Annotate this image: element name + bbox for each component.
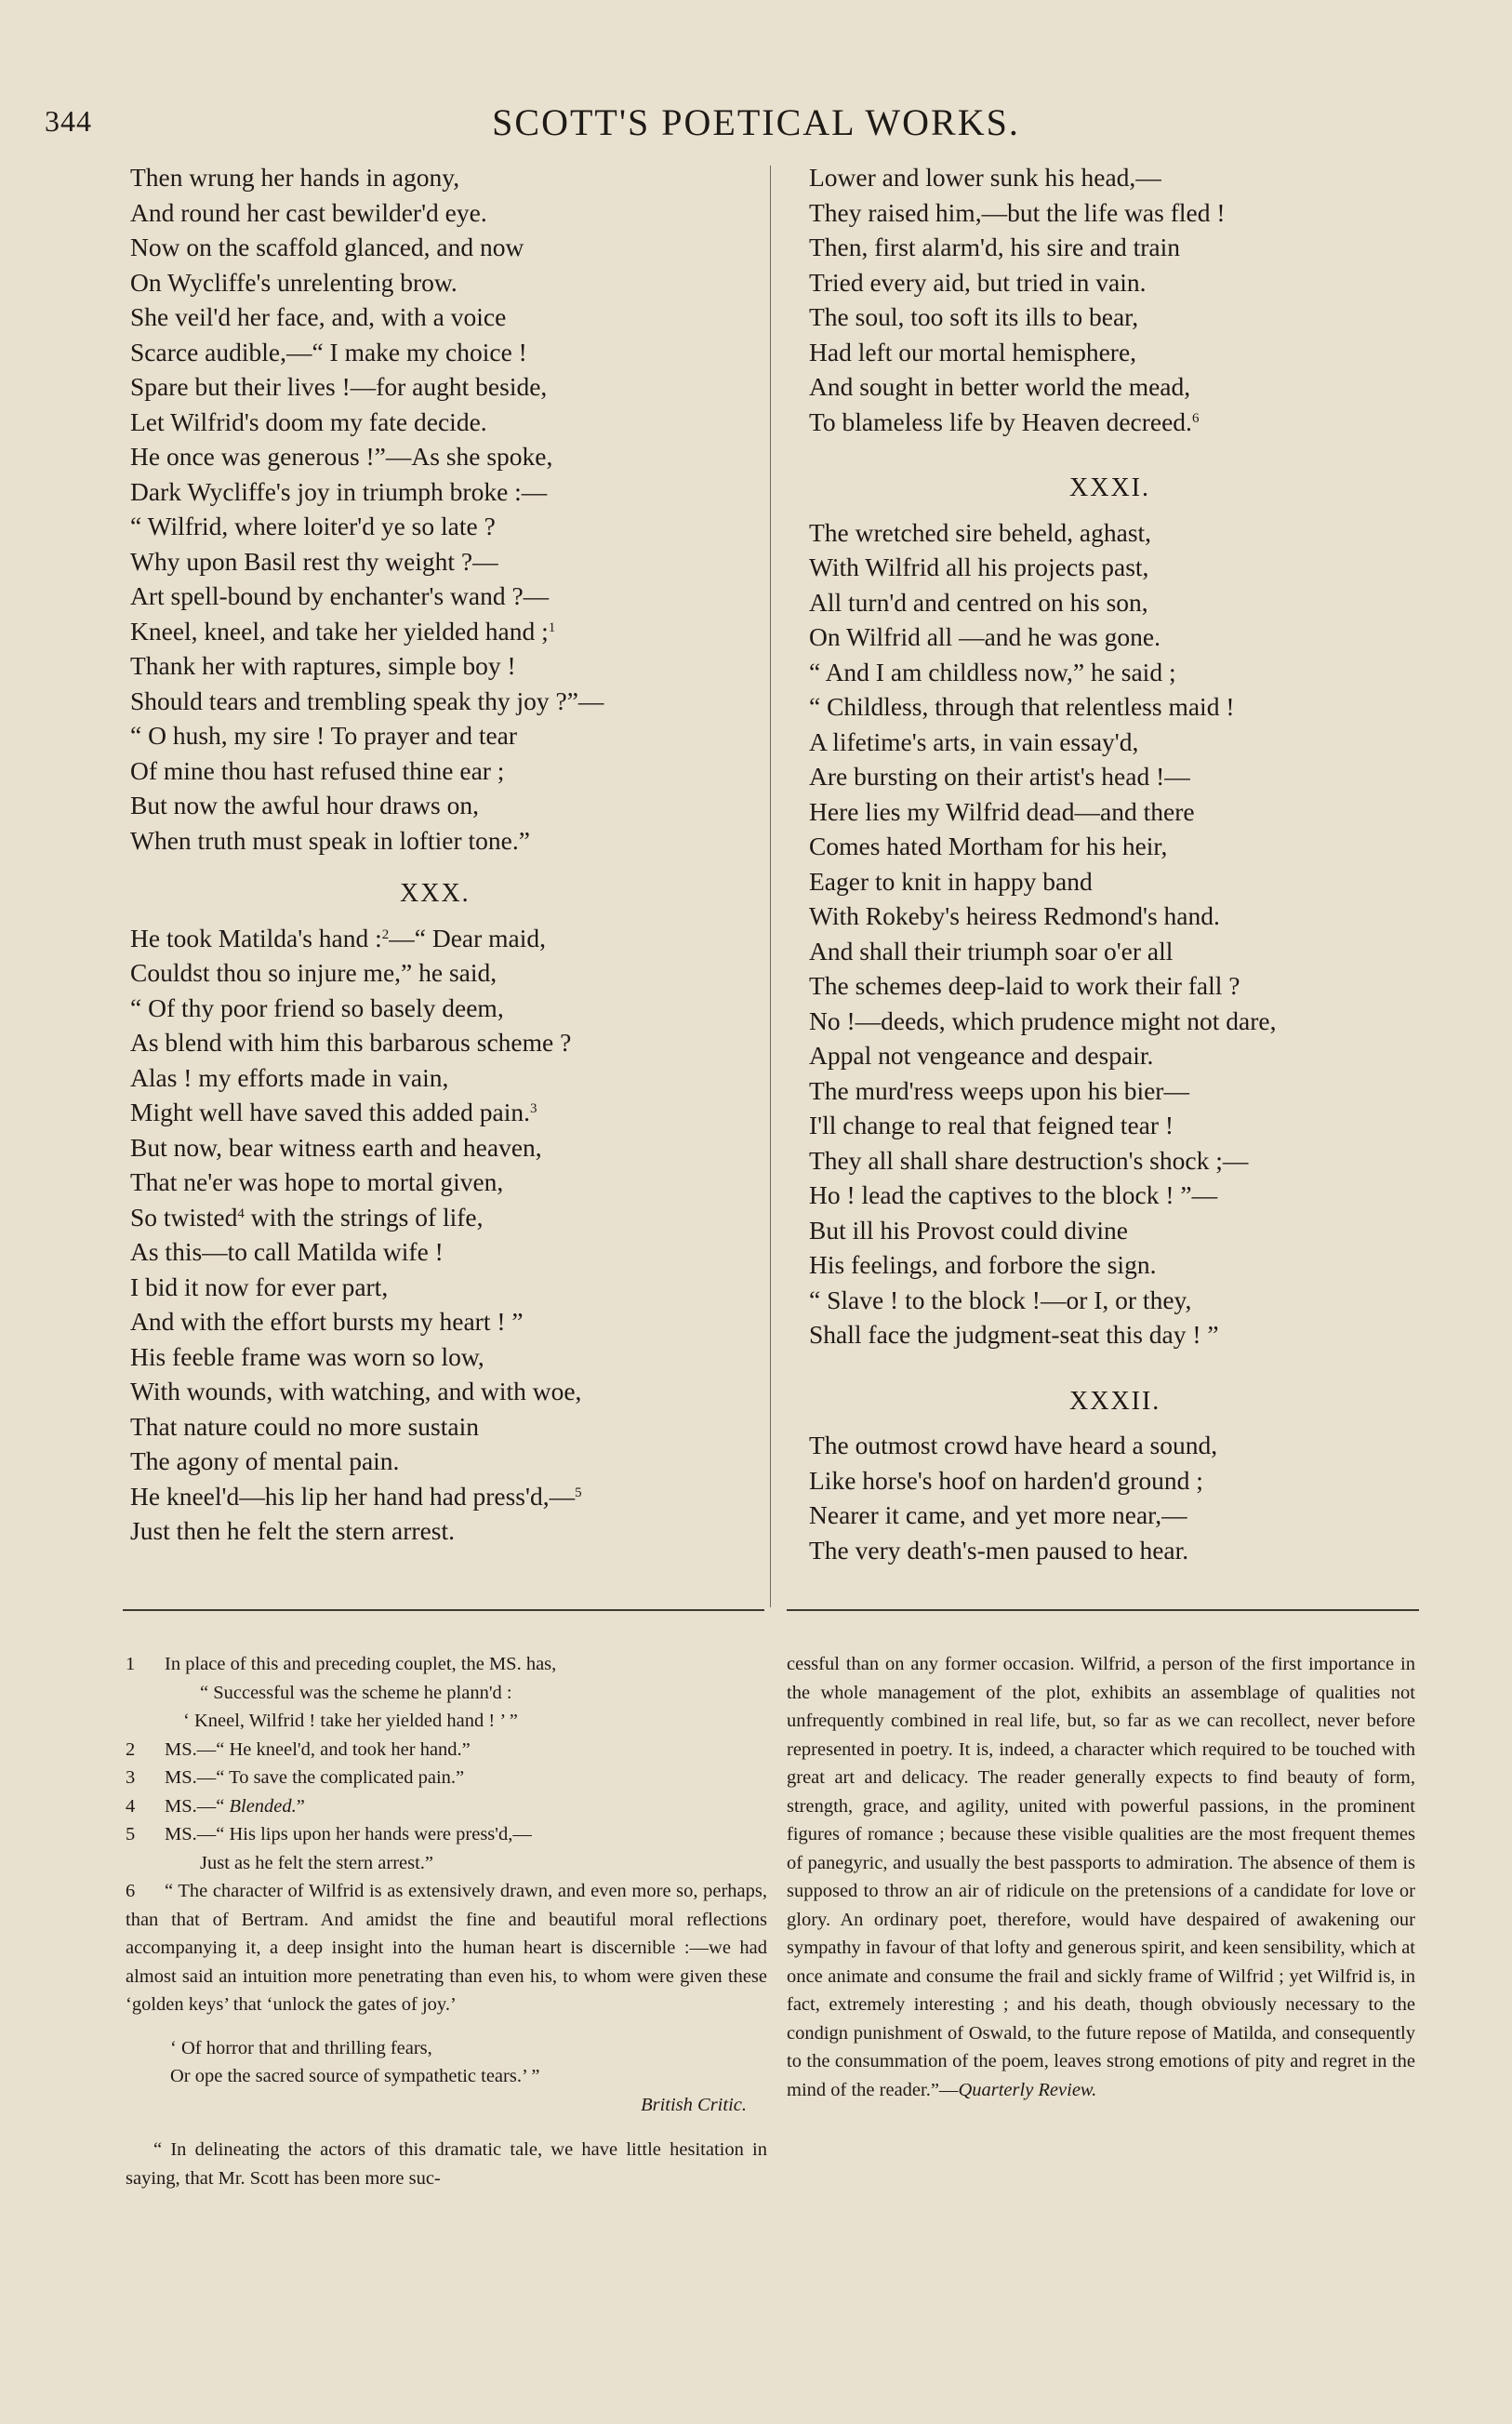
poem-line: But now the awful hour draws on,	[130, 791, 480, 819]
page-number: 344	[45, 104, 92, 138]
poem-line: Let Wilfrid's doom my fate decide.	[130, 406, 487, 436]
poem-line: Here lies my Wilfrid dead—and there	[809, 796, 1195, 826]
footnotes-left	[126, 1650, 767, 2192]
poem-line-text: Kneel, kneel, and take her yielded hand ;	[130, 616, 549, 646]
poem-line: His feelings, and forbore the sign.	[809, 1250, 1157, 1279]
poem-line: Comes hated Mortham for his heir,	[809, 832, 1168, 860]
footnote-text: MS.—“ He kneel'd, and took her hand.”	[165, 1738, 471, 1760]
footnote-text: MS.—“ His lips upon her hands were press'd,—	[165, 1824, 532, 1845]
stanza-title: XXX.	[400, 879, 471, 908]
footnote-ref: 5	[575, 1485, 582, 1500]
footnote-attribution: British Critic.	[641, 2094, 747, 2115]
poem-line: The murd'ress weeps upon his bier—	[809, 1075, 1189, 1105]
footnote-ref: 2	[381, 926, 390, 942]
poem-line: The agony of mental pain.	[130, 1446, 400, 1475]
footnote-quote: Or ope the sacred source of sympathetic tears.’ ”	[170, 2066, 540, 2086]
poem-line: With Rokeby's heiress Redmond's hand.	[809, 901, 1220, 930]
poem-line: Shall face the judgment-seat this day ! ”	[809, 1320, 1219, 1349]
poem-line: And round her cast bewilder'd eye.	[130, 197, 487, 227]
poem-line: Of mine thou hast refused thine ear ;	[130, 755, 505, 785]
footnote-text: cessful than on any former occasion. Wilfrid, a person of the first importance in the whole management of the plot, exhibits an assemblage of qualities not unfrequently combined in real life, but, so far as we can recollect, never before represented in poetry. It is, indeed, a character which required to be touched with great art and delicacy. The reader generally expects to find beauty of form, strength, grace, and agility, united with powerful passions, in the prominent figures of romance ; because these visible qualities are the most frequent themes of panegyric, and usually the best passports to admiration. The absence of them is supposed to throw an air of ridicule on the pretensions of a candidate for love or glory. An ordinary poet, therefore, would have despaired of awakening our sympathy in favour of that lofty and generous spirit, and keen sensibility, which at once animate and consume the frail and sickly frame of Wilfrid ; yet Wilfrid is, in fact, extremely interesting ; and his death, though obviously necessary to the condign punishment of Oswald, to the future repose of Matilda, and consequently to the consummation of the poem, leaves strong emotions of pity and regret in the mind of the reader.”—	[787, 1654, 1415, 2100]
poem-line: “ Childless, through that relentless maid !	[809, 692, 1235, 721]
footnote-quote: Just as he felt the stern arrest.”	[200, 1852, 434, 1873]
poem-line: The schemes deep-laid to work their fall ?	[809, 971, 1240, 1000]
footnote	[126, 1792, 767, 1821]
footnote	[126, 1877, 767, 2019]
poem-line: Then wrung her hands in agony,	[130, 163, 460, 192]
footnote-continuation	[787, 1650, 1415, 2104]
footnote-ref: 6	[1191, 410, 1200, 426]
poem-line: The outmost crowd have heard a sound,	[809, 1431, 1218, 1459]
poem-line: I'll change to real that feigned tear !	[809, 1111, 1174, 1139]
poem-line: Alas ! my efforts made in vain,	[130, 1062, 449, 1092]
footnote-number: 5	[126, 1824, 136, 1845]
poem-line: Should tears and trembling speak thy joy ?”—	[130, 686, 604, 715]
footnote-quote: “ Successful was the scheme he plann'd :	[200, 1682, 512, 1703]
poem-line	[130, 614, 772, 649]
poem-line: And sought in better world the mead,	[809, 372, 1191, 401]
poem-line: On Wycliffe's unrelenting brow.	[130, 267, 458, 297]
footnote-ref: 1	[548, 619, 556, 635]
poem-line: And with the effort bursts my heart ! ”	[130, 1307, 524, 1336]
poem-line: But now, bear witness earth and heaven,	[130, 1132, 542, 1162]
poem-line: No !—deeds, which prudence might not dare,	[809, 1006, 1277, 1035]
footnote-paragraph: “ In delineating the actors of this dramatic tale, we have little hesitation in saying, that Mr. Scott has been more suc-	[126, 2139, 767, 2189]
poem-line: They all shall share destruction's shock ;—	[809, 1145, 1249, 1175]
poem-line-text: He took Matilda's hand :	[130, 923, 382, 952]
footnote	[126, 1650, 767, 1679]
footnotes-right	[787, 1650, 1415, 2104]
poem-line-text: To blameless life by Heaven decreed.	[809, 406, 1192, 436]
poem-line: The soul, too soft its ills to bear,	[809, 302, 1139, 331]
poem-line: Scarce audible,—“ I make my choice !	[130, 337, 527, 366]
poem-line: Now on the scaffold glanced, and now	[130, 233, 524, 261]
stanza-title: XXXI.	[1069, 473, 1150, 502]
poem-line: All turn'd and centred on his son,	[809, 587, 1148, 617]
poem-line: As blend with him this barbarous scheme ?	[130, 1028, 572, 1057]
poem-line: Nearer it came, and yet more near,—	[809, 1500, 1187, 1529]
footnote	[126, 1736, 767, 1765]
poem-line: “ Of thy poor friend so basely deem,	[130, 992, 504, 1022]
poem-line: Couldst thou so injure me,” he said,	[130, 958, 497, 987]
poem-line: On Wilfrid all —and he was gone.	[809, 622, 1161, 651]
poem-line: “ And I am childless now,” he said ;	[809, 657, 1176, 686]
footnote-quote: ‘ Kneel, Wilfrid ! take her yielded hand ! ’ ”	[183, 1711, 518, 1731]
poem-line: But ill his Provost could divine	[809, 1215, 1128, 1245]
poem-line: Spare but their lives !—for aught beside,	[130, 372, 548, 401]
poem-line: Lower and lower sunk his head,—	[809, 163, 1161, 192]
poem-line: When truth must speak in loftier tone.”	[130, 825, 530, 855]
footnote-quote: ‘ Of horror that and thrilling fears,	[170, 2037, 432, 2058]
poem-line: Appal not vengeance and despair.	[809, 1041, 1154, 1070]
footnote-number: 1	[126, 1654, 136, 1674]
footnote-text: ”	[296, 1795, 305, 1817]
footnote-divider	[787, 1609, 1419, 1611]
poem-line	[130, 921, 772, 956]
poem-line: Tried every aid, but tried in vain.	[809, 267, 1147, 297]
right-poem-column	[809, 160, 1451, 1567]
poem-line-text: He kneel'd—his lip her hand had press'd,—	[130, 1481, 576, 1511]
poem-line: “ O hush, my sire ! To prayer and tear	[130, 721, 518, 750]
poem-line: He once was generous !”—As she spoke,	[130, 442, 553, 471]
poem-line	[130, 1200, 772, 1235]
poem-line: She veil'd her face, and, with a voice	[130, 302, 507, 331]
poem-line	[130, 1095, 772, 1130]
footnote-text: MS.—“	[165, 1795, 230, 1817]
footnote-number: 2	[126, 1738, 136, 1760]
poem-line: A lifetime's arts, in vain essay'd,	[809, 726, 1139, 756]
poem-line: Then, first alarm'd, his sire and train	[809, 233, 1181, 261]
poem-line: I bid it now for ever part,	[130, 1272, 389, 1301]
footnote-number: 6	[126, 1881, 136, 1901]
poem-line: Like horse's hoof on harden'd ground ;	[809, 1465, 1203, 1495]
poem-line: Ho ! lead the captives to the block ! ”—	[809, 1180, 1218, 1209]
poem-line: That ne'er was hope to mortal given,	[130, 1167, 504, 1196]
left-poem-column	[130, 160, 772, 1549]
poem-line: Art spell-bound by enchanter's wand ?—	[130, 581, 550, 610]
poem-line: Dark Wycliffe's joy in triumph broke :—	[130, 476, 548, 506]
poem-line: And shall their triumph soar o'er all	[809, 936, 1174, 966]
poem-line: That nature could no more sustain	[130, 1411, 479, 1441]
poem-line: Are bursting on their artist's head !—	[809, 762, 1190, 791]
running-head: SCOTT'S POETICAL WORKS.	[492, 101, 1020, 143]
footnote-ref: 3	[529, 1101, 537, 1116]
poem-line: Thank her with raptures, simple boy !	[130, 651, 516, 680]
poem-line: Just then he felt the stern arrest.	[130, 1516, 455, 1545]
poem-line: His feeble frame was worn so low,	[130, 1341, 484, 1371]
footnote-text-italic: Blended.	[229, 1795, 297, 1817]
poem-line	[130, 1479, 772, 1514]
poem-line: Why upon Basil rest thy weight ?—	[130, 546, 498, 576]
poem-line: Had left our mortal hemisphere,	[809, 337, 1137, 366]
poem-line: Eager to knit in happy band	[809, 866, 1093, 896]
poem-line: The wretched sire beheld, aghast,	[809, 517, 1152, 547]
poem-line: “ Slave ! to the block !—or I, or they,	[809, 1285, 1192, 1314]
poem-line: They raised him,—but the life was fled !	[809, 197, 1226, 227]
stanza-title: XXXII.	[1069, 1386, 1161, 1416]
poem-line-text: So twisted	[130, 1202, 238, 1232]
footnote	[126, 1820, 767, 1849]
poem-line: With Wilfrid all his projects past,	[809, 553, 1149, 581]
poem-line: With wounds, with watching, and with woe,	[130, 1377, 582, 1405]
poem-line: “ Wilfrid, where loiter'd ye so late ?	[130, 512, 496, 540]
poem-line: The very death's-men paused to hear.	[809, 1535, 1189, 1565]
footnote	[126, 1764, 767, 1792]
footnote-divider	[123, 1609, 764, 1611]
poem-line-text: with the strings of life,	[244, 1202, 484, 1232]
poem-line: As this—to call Matilda wife !	[130, 1237, 444, 1266]
poem-line	[809, 405, 1451, 440]
footnote-number: 3	[126, 1767, 136, 1788]
poem-line-text: Might well have saved this added pain.	[130, 1098, 530, 1126]
footnote-text: MS.—“ To save the complicated pain.”	[165, 1767, 465, 1788]
footnote-text: “ The character of Wilfrid is as extensively drawn, and even more so, perhaps, than that of Bertram. And amidst the fine and beautiful moral reflections accompanying it, a deep insight into the human heart is discernible :—we had almost said an intuition more penetrating than even his, to whom were given these ‘golden keys’ that ‘unlock the gates of joy.’	[126, 1881, 767, 2015]
poem-line-text: —“ Dear maid,	[389, 923, 546, 952]
footnote-number: 4	[126, 1795, 136, 1817]
footnote-text: In place of this and preceding couplet, the MS. has,	[165, 1654, 557, 1674]
footnote-ref: 4	[237, 1205, 245, 1221]
footnote-source: Quarterly Review.	[958, 2079, 1097, 2100]
